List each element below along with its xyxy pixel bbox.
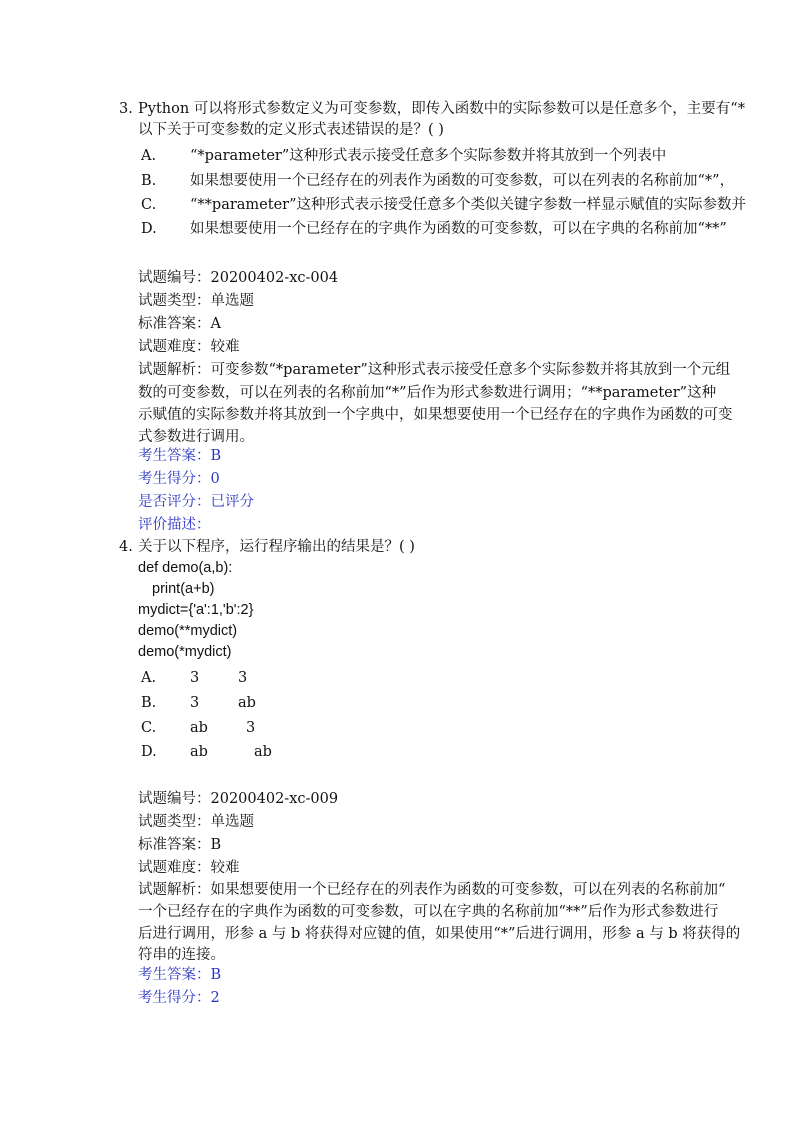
- question-stem-line: Python 可以将形式参数定义为可变参数，即传入函数中的实际参数可以是任意多个，主要有“*: [138, 101, 745, 117]
- graded-status: 是否评分：已评分: [138, 494, 254, 510]
- code-line: def demo(a,b):: [138, 560, 233, 576]
- student-answer: 考生答案：B: [138, 448, 222, 464]
- option-value-1: ab: [190, 744, 208, 760]
- student-score: 考生得分：2: [138, 990, 220, 1006]
- question-id: 试题编号：20200402-xc-004: [138, 270, 339, 286]
- option-letter: C.: [141, 720, 157, 736]
- option-letter: C.: [141, 197, 157, 213]
- option-letter: D.: [141, 744, 157, 760]
- code-line: [152, 579, 214, 599]
- option-letter: B.: [141, 173, 157, 189]
- analysis-line: 试题解析：可变参数“*parameter”这种形式表示接受任意多个实际参数并将其放到一个元组: [138, 362, 731, 378]
- difficulty: 试题难度：较难: [138, 860, 240, 876]
- option-letter: A.: [141, 670, 157, 686]
- question-type: 试题类型：单选题: [138, 814, 254, 830]
- option-value-1: ab: [190, 720, 208, 736]
- option-text: 如果想要使用一个已经存在的字典作为函数的可变参数，可以在字典的名称前加“**”: [190, 221, 727, 237]
- option-text: “*parameter”这种形式表示接受任意多个实际参数并将其放到一个列表中: [190, 148, 667, 164]
- question-stem-line: 关于以下程序，运行程序输出的结果是？( ): [138, 539, 415, 555]
- analysis-line: 试题解析：如果想要使用一个已经存在的列表作为函数的可变参数，可以在列表的名称前加“: [138, 882, 726, 898]
- option-value-2: 3: [246, 720, 256, 736]
- question-stem-line: 以下关于可变参数的定义形式表述错误的是？( ): [138, 122, 444, 138]
- standard-answer: 标准答案：B: [138, 837, 222, 853]
- analysis-line: 符串的连接。: [138, 947, 225, 963]
- option-text: “**parameter”这种形式表示接受任意多个类似关键字参数一样显示赋值的实际参数并: [190, 197, 746, 213]
- analysis-line: 后进行调用，形参 a 与 b 将获得对应键的值，如果使用“*”后进行调用，形参 a 与 b 将获得的: [138, 926, 741, 942]
- student-answer: 考生答案：B: [138, 967, 222, 983]
- question-number: 4.: [119, 539, 133, 555]
- option-value-1: 3: [190, 695, 200, 711]
- student-score: 考生得分：0: [138, 471, 220, 487]
- evaluation-comment: 评价描述：: [138, 517, 211, 533]
- code-line-text: print(a+b): [152, 581, 215, 597]
- analysis-line: 数的可变参数，可以在列表的名称前加“*”后作为形式参数进行调用；“**parameter”这种: [138, 385, 717, 401]
- option-text: 如果想要使用一个已经存在的列表作为函数的可变参数，可以在列表的名称前加“*”，: [190, 173, 735, 189]
- option-letter: D.: [141, 221, 157, 237]
- analysis-line: 一个已经存在的字典作为函数的可变参数，可以在字典的名称前加“**”后作为形式参数进行: [138, 904, 719, 920]
- code-line: demo(*mydict): [138, 644, 232, 660]
- option-value-2: 3: [238, 670, 248, 686]
- difficulty: 试题难度：较难: [138, 339, 240, 355]
- option-letter: B.: [141, 695, 157, 711]
- analysis-line: 示赋值的实际参数并将其放到一个字典中，如果想要使用一个已经存在的字典作为函数的可变: [138, 407, 733, 423]
- option-value-2: ab: [254, 744, 272, 760]
- option-value-2: ab: [238, 695, 256, 711]
- question-type: 试题类型：单选题: [138, 293, 254, 309]
- option-letter: A.: [141, 148, 157, 164]
- option-value-1: 3: [190, 670, 200, 686]
- standard-answer: 标准答案：A: [138, 316, 221, 332]
- code-line: mydict={'a':1,'b':2}: [138, 602, 254, 618]
- analysis-line: 式参数进行调用。: [138, 429, 254, 445]
- question-id: 试题编号：20200402-xc-009: [138, 791, 339, 807]
- code-line: demo(**mydict): [138, 623, 238, 639]
- question-number: 3.: [119, 101, 133, 117]
